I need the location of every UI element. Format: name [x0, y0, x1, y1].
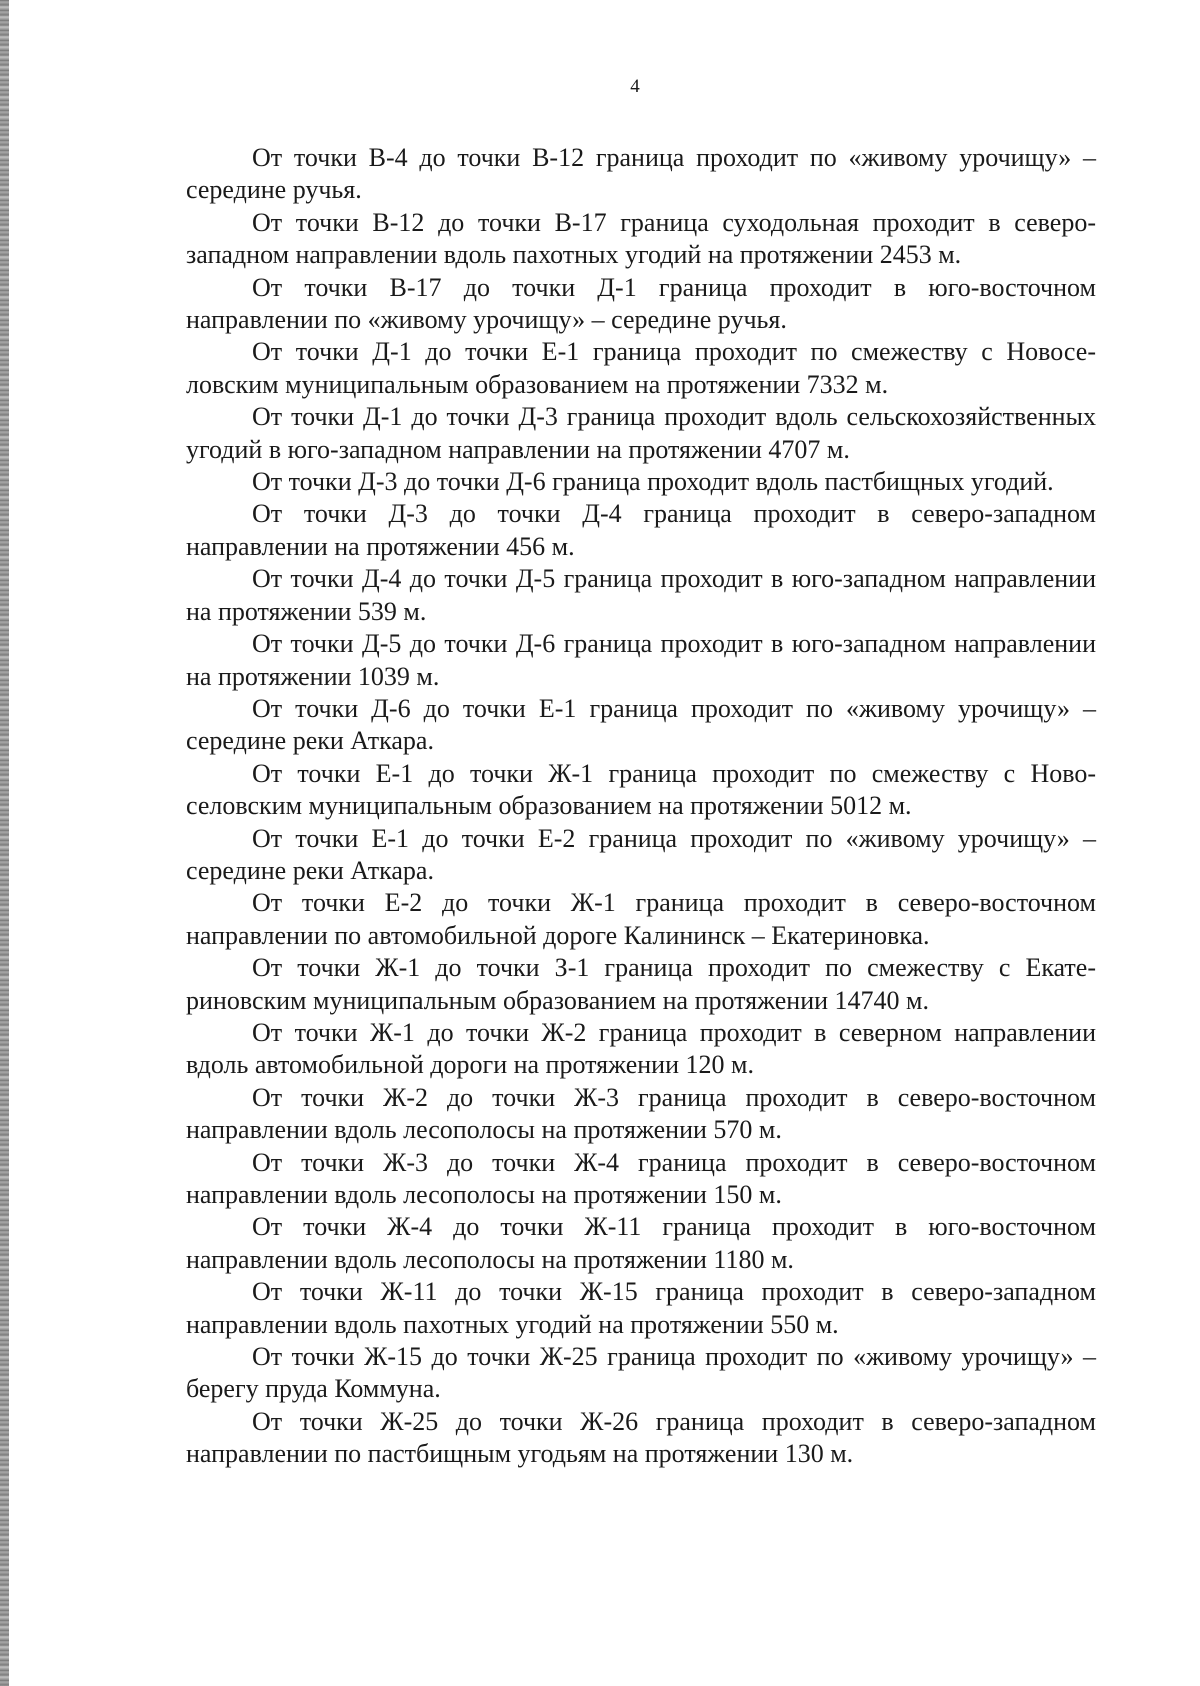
paragraph-2: От точки В-12 до точки В-17 граница суходольная проходит в северо-западном направлении вдоль пахотных угодий на протяжении 2453 м.	[186, 207, 1096, 270]
paragraph-20: От точки Ж-15 до точки Ж-25 граница проходит по «живому урочищу» – берегу пруда Коммуна.	[186, 1342, 1096, 1404]
paragraph-18: От точки Ж-4 до точки Ж-11 граница проходит в юго-восточном направлении вдоль лесополосы на протяжении 1180 м.	[186, 1212, 1096, 1274]
paragraph-7: От точки Д-3 до точки Д-4 граница проходит в северо-западном направлении на протяжении 456 м.	[186, 499, 1096, 561]
paragraph-3: От точки В-17 до точки Д-1 граница проходит в юго-восточном направлении по «живому урочищу» – середине ручья.	[186, 272, 1096, 335]
paragraph-21: От точки Ж-25 до точки Ж-26 граница проходит в северо-западном направлении по пастбищным угодьям на протяжении 130 м.	[186, 1406, 1096, 1469]
paragraph-15: От точки Ж-1 до точки Ж-2 граница проходит в северном направлении вдоль автомобильной дороги на протяжении 120 м.	[186, 1017, 1096, 1080]
paragraph-16: От точки Ж-2 до точки Ж-3 граница проходит в северо-восточном направлении вдоль лесополосы на протяжении 570 м.	[186, 1082, 1096, 1145]
paragraph-14: От точки Ж-1 до точки З-1 граница проходит по смежеству с Екатериновским муниципальным образованием на протяжении 14740 м.	[186, 953, 1096, 1015]
paragraph-8: От точки Д-4 до точки Д-5 граница проходит в юго-западном направлении на протяжении 539 м.	[186, 564, 1096, 626]
document-body	[186, 142, 1096, 1471]
paragraph-11: От точки Е-1 до точки Ж-1 граница проходит по смежеству с Новоселовским муниципальным образованием на протяжении 5012 м.	[186, 758, 1096, 821]
paragraph-9: От точки Д-5 до точки Д-6 граница проходит в юго-западном направлении на протяжении 1039 м.	[186, 629, 1096, 691]
paragraph-19: От точки Ж-11 до точки Ж-15 граница проходит в северо-западном направлении вдоль пахотных угодий на протяжении 550 м.	[186, 1277, 1096, 1339]
paragraph-17: От точки Ж-3 до точки Ж-4 граница проходит в северо-восточном направлении вдоль лесополосы на протяжении 150 м.	[186, 1147, 1096, 1209]
paragraph-13: От точки Е-2 до точки Ж-1 граница проходит в северо-восточном направлении по автомобильной дороге Калининск – Екатериновка.	[186, 888, 1096, 950]
paragraph-5: От точки Д-1 до точки Д-3 граница проходит вдоль сельскохозяйственных угодий в юго-западном направлении на протяжении 4707 м.	[186, 402, 1096, 464]
paragraph-12: От точки Е-1 до точки Е-2 граница проходит по «живому урочищу» – середине реки Аткара.	[186, 823, 1096, 885]
paragraph-4: От точки Д-1 до точки Е-1 граница проходит по смежеству с Новоселовским муниципальным образованием на протяжении 7332 м.	[186, 337, 1096, 399]
paragraph-1: От точки В-4 до точки В-12 граница проходит по «живому урочищу» – середине ручья.	[186, 143, 1096, 205]
paragraph-10: От точки Д-6 до точки Е-1 граница проходит по «живому урочищу» – середине реки Аткара.	[186, 693, 1096, 756]
paragraph-6: От точки Д-3 до точки Д-6 граница проходит вдоль пастбищных угодий.	[252, 467, 1054, 497]
page-number: 4	[630, 76, 640, 97]
scan-edge-shadow	[0, 0, 9, 1686]
